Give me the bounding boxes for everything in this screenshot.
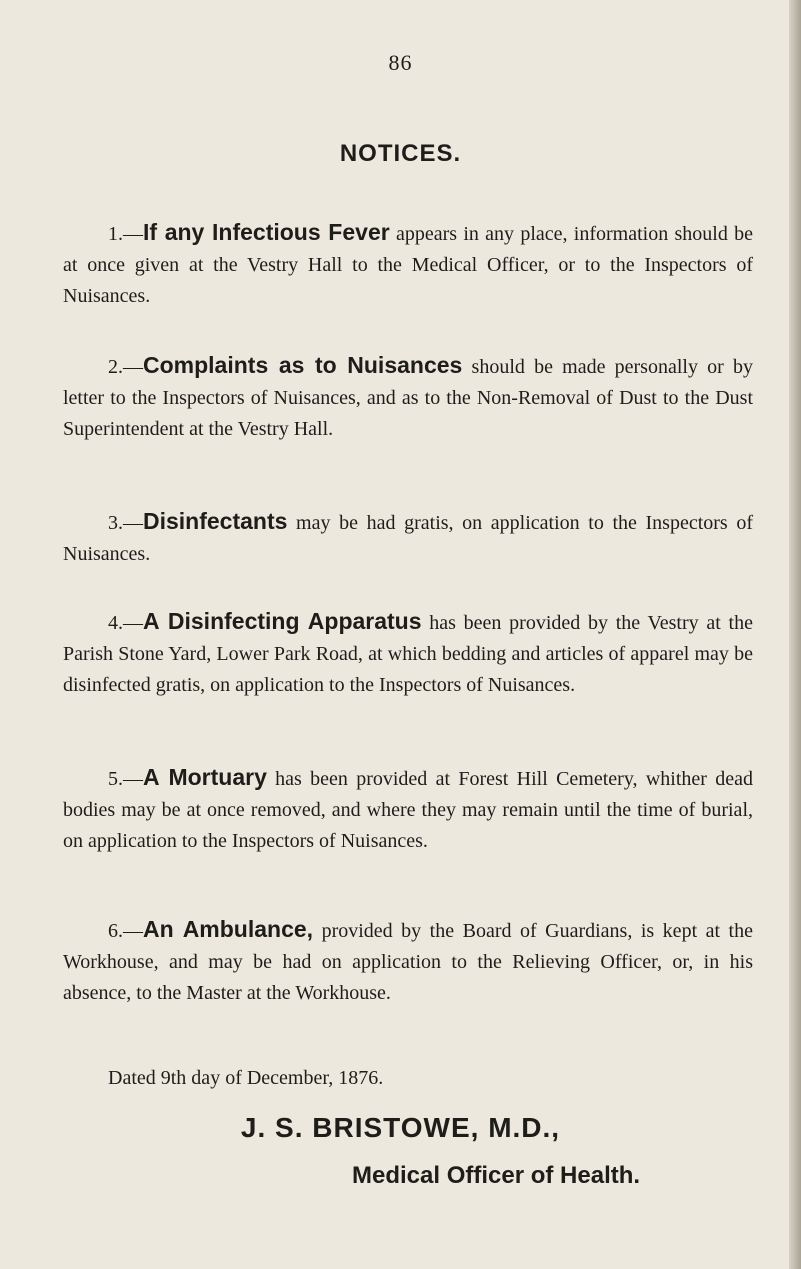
notice-number: 5.— bbox=[108, 768, 143, 790]
notice-lead: If any Infectious Fever bbox=[143, 219, 390, 245]
page-edge bbox=[789, 0, 801, 1269]
notice-number: 1.— bbox=[108, 223, 143, 245]
signature-title: Medical Officer of Health. bbox=[352, 1162, 641, 1189]
notice-item bbox=[63, 217, 753, 312]
signature-name: J. S. BRISTOWE, M.D., bbox=[240, 1112, 561, 1143]
notice-item bbox=[63, 606, 753, 701]
notice-item bbox=[63, 762, 753, 857]
notice-body: appears in any place, information should be at once given at the Vestry Hall to the Medical Officer, or to the Inspectors of Nuisances. bbox=[63, 223, 753, 307]
notice-item bbox=[63, 506, 753, 570]
notice-body: may be had gratis, on application to the Inspectors of Nuisances. bbox=[63, 512, 753, 565]
notice-body: has been provided at Forest Hill Cemetery, whither dead bodies may be at once removed, and where they may remain until the time of burial, on application to the Inspectors of Nuisances. bbox=[63, 768, 753, 852]
notice-lead: Disinfectants bbox=[143, 508, 288, 534]
notice-item bbox=[63, 914, 753, 1009]
notice-lead: A Disinfecting Apparatus bbox=[143, 608, 422, 634]
dated-line: Dated 9th day of December, 1876. bbox=[108, 1067, 384, 1089]
notice-item bbox=[63, 350, 753, 445]
notice-number: 3.— bbox=[108, 512, 143, 534]
notice-body: has been provided by the Vestry at the Parish Stone Yard, Lower Park Road, at which bedding and articles of apparel may be disinfected gratis, on application to the Inspectors of Nuisances. bbox=[63, 612, 753, 696]
notice-number: 2.— bbox=[108, 356, 143, 378]
page-number: 86 bbox=[388, 50, 413, 75]
notice-number: 6.— bbox=[108, 920, 143, 942]
notice-body: should be made personally or by letter to the Inspectors of Nuisances, and as to the Non-Removal of Dust to the Dust Superintendent at the Vestry Hall. bbox=[63, 356, 754, 440]
notice-lead: A Mortuary bbox=[143, 764, 267, 790]
notice-lead: Complaints as to Nuisances bbox=[143, 352, 463, 378]
notices-heading: NOTICES. bbox=[339, 140, 462, 167]
notice-number: 4.— bbox=[108, 612, 143, 634]
notice-lead: An Ambulance, bbox=[143, 916, 314, 942]
notice-body: provided by the Board of Guardians, is kept at the Workhouse, and may be had on application to the Relieving Officer, or, in his absence, to the Master at the Workhouse. bbox=[63, 920, 753, 1004]
